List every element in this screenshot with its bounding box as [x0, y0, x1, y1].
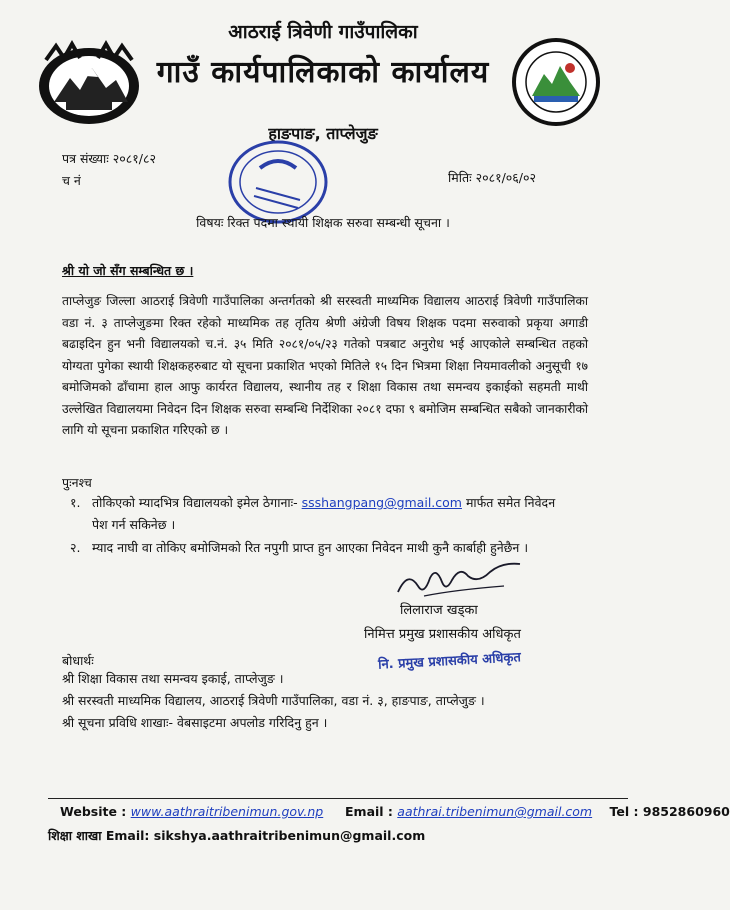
- footer-contacts: [60, 804, 730, 819]
- tel-value: 9852860960: [642, 804, 730, 819]
- item-text: म्याद नाघी वा तोकिए बमोजिमको रित नपुगी प्राप्त हुन आएका निवेदन माथी कुनै कार्बाही हुनेछैन ।: [92, 540, 529, 555]
- subject-line: विषयः रिक्त पदमा स्थायी शिक्षक सरुवा सम्बन्धी सूचना ।: [196, 215, 450, 230]
- item-number: १.: [70, 495, 81, 510]
- item-text: तोकिएको म्यादभित्र विद्यालयको इमेल ठेगानाः-: [92, 495, 298, 510]
- school-email-link[interactable]: ssshangpang@gmail.com: [301, 495, 462, 510]
- signatory-name: लिलाराज खड्का: [400, 603, 478, 618]
- item-text-end: पेश गर्न सकिनेछ ।: [92, 517, 176, 532]
- postscript-item-2: [70, 537, 590, 559]
- signatory-title: निमित्त प्रमुख प्रशासकीय अधिकृत: [364, 627, 521, 642]
- tel-label: Tel :: [609, 804, 639, 819]
- date-label: मितिः: [448, 170, 472, 185]
- postscript-label: पुःनश्च: [62, 475, 92, 490]
- website-label: Website :: [60, 804, 127, 819]
- website-link[interactable]: www.aathraitribenimun.gov.np: [130, 804, 324, 819]
- handwritten-signature: [394, 566, 534, 600]
- office-title: गाउँ कार्यपालिकाको कार्यालय: [156, 55, 490, 90]
- postscript-item-1: [70, 492, 590, 536]
- letter-number-label: पत्र संख्याः: [62, 151, 109, 166]
- footer-divider: [48, 798, 628, 799]
- cc-item: श्री शिक्षा विकास तथा समन्वय इकाई, ताप्लेजुङ ।: [62, 671, 284, 686]
- municipality-name: आठराई त्रिवेणी गाउँपालिका: [228, 21, 418, 43]
- cc-label: बोधार्थः: [62, 653, 94, 668]
- cc-item: श्री सूचना प्रविधि शाखाः- वेबसाइटमा अपलोड गरिदिनु हुन ।: [62, 715, 328, 730]
- addressee: श्री यो जो सँग सम्बन्धित छ ।: [62, 263, 194, 278]
- dispatch-number-label: च नं: [62, 173, 81, 188]
- education-email-value[interactable]: sikshya.aathraitribenimun@gmail.com: [153, 828, 426, 843]
- office-stamp: [226, 138, 330, 226]
- education-branch-email: [48, 827, 425, 844]
- email-link[interactable]: aathrai.tribenimun@gmail.com: [397, 804, 593, 819]
- date-value: २०८१/०६/०२: [475, 170, 537, 185]
- email-label: Email :: [345, 804, 393, 819]
- education-email-label: शिक्षा शाखा Email:: [48, 828, 150, 843]
- cc-item: श्री सरस्वती माध्यमिक विद्यालय, आठराई त्रिवेणी गाउँपालिका, वडा नं. ३, हाङपाङ, ताप्लेजुङ ।: [62, 693, 485, 708]
- office-address: हाङपाङ, ताप्लेजुङ: [268, 124, 378, 143]
- designation-stamp: नि. प्रमुख प्रशासकीय अधिकृत: [377, 650, 522, 673]
- letter-number-value: २०८१/८२: [112, 151, 156, 166]
- letter-date: [448, 169, 536, 186]
- item-number: २.: [70, 540, 81, 555]
- notice-body: [62, 291, 588, 442]
- letter-number: [62, 150, 156, 167]
- item-text-cont: मार्फत समेत निवेदन: [465, 495, 556, 510]
- notice-paragraph: ताप्लेजुङ जिल्ला आठराई त्रिवेणी गाउँपालिका अन्तर्गतको श्री सरस्वती माध्यमिक विद्यालय आठराई त्रिवेणी गाउँपालिका वडा नं. ३ ताप्लेजुङमा रिक्त रहेको माध्यमिक तह तृतिय श्रेणी अंग्रेजी विषय शिक्षक पदमा सरुवाको प्रकृया अगाडी बढाइदिन हुन भनी विद्यालयको च.नं. ३५ मिति २०८१/०५/२३ गतेको पत्रबाट अनुरोध भई आएकोले सम्बन्धित तहको योग्यता पुगेका स्थायी शिक्षकहरुबाट यो सूचना प्रकाशित भएको मितिले १५ दिन भित्रमा शिक्षा नियमावलीको अनुसूची १७ बमोजिमको ढाँचामा हाल आफु कार्यरत विद्यालय, स्थानीय तह र शिक्षा विकास तथा समन्वय इकाईको सहमती माथी उल्लेखित विद्यालयमा निवेदन दिन शिक्षक सरुवा सम्बन्धि निर्देशिका २०८१ दफा ९ बमोजिम सम्बन्धित सबैको जानकारीको लागि यो सूचना प्रकाशित गरिएको छ ।: [62, 294, 588, 437]
